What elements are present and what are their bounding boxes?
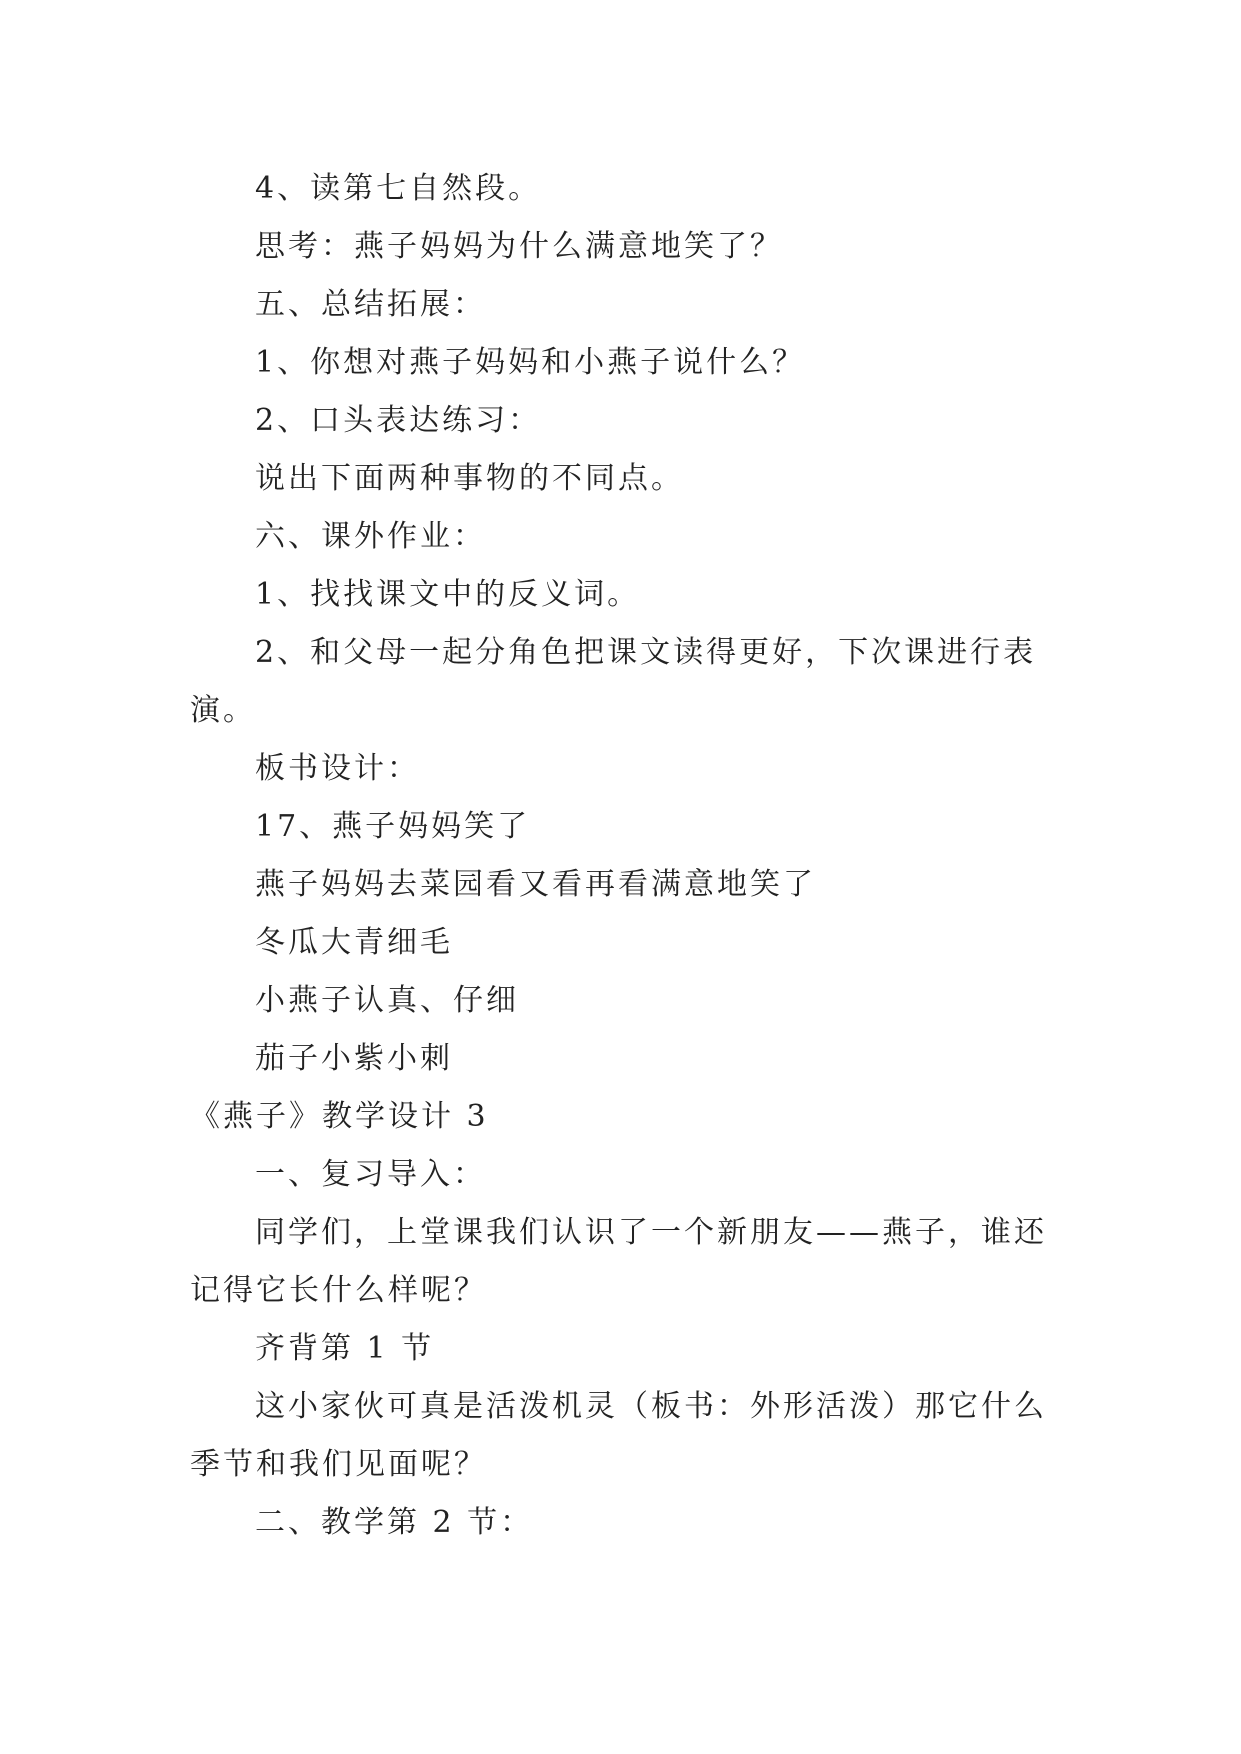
paragraph-2: 思考：燕子妈妈为什么满意地笑了？ [255,229,783,264]
board-line-1: 17、燕子妈妈笑了 [255,809,531,844]
paragraph-19: 齐背第 1 节 [255,1331,435,1366]
section-heading-1: 一、复习导入： [255,1157,486,1192]
paragraph-5: 2、口头表达练习： [255,403,542,438]
paragraph-9: 2、和父母一起分角色把课文读得更好，下次课进行表演。 [190,635,1037,728]
paragraph-6: 说出下面两种事物的不同点。 [255,461,684,496]
document-body [190,160,1052,1552]
section-heading-5: 五、总结拓展： [255,287,486,322]
paragraph-20: 这小家伙可真是活泼机灵（板书：外形活泼）那它什么季节和我们见面呢？ [190,1389,1047,1482]
paragraph-8: 1、找找课文中的反义词。 [255,577,641,612]
board-design-heading: 板书设计： [255,751,420,786]
board-line-5: 茄子小紫小刺 [255,1041,453,1076]
paragraph-4: 1、你想对燕子妈妈和小燕子说什么？ [255,345,806,380]
board-line-2: 燕子妈妈去菜园看又看再看满意地笑了 [255,867,816,902]
document-section-title: 《燕子》教学设计 3 [190,1099,489,1134]
section-heading-2: 二、教学第 2 节： [255,1505,534,1540]
paragraph-18: 同学们，上堂课我们认识了一个新朋友——燕子，谁还记得它长什么样呢？ [190,1215,1047,1308]
board-line-3: 冬瓜大青细毛 [255,925,453,960]
paragraph-1: 4、读第七自然段。 [255,171,542,206]
board-line-4: 小燕子认真、仔细 [255,983,519,1018]
section-heading-6: 六、课外作业： [255,519,486,554]
